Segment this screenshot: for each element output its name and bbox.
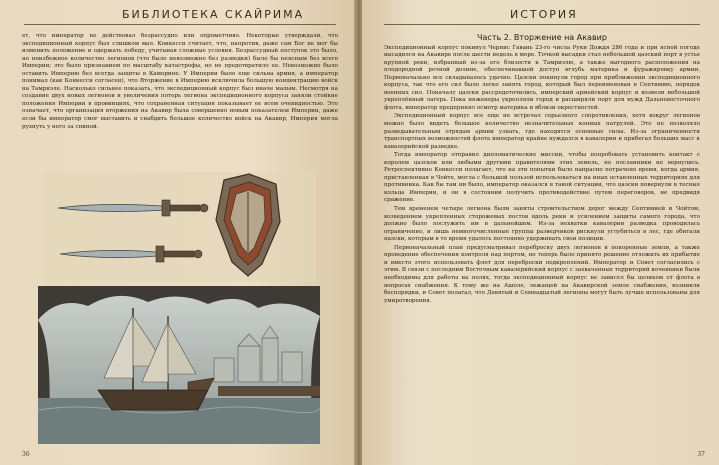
page-number: 36 (22, 451, 30, 458)
left-page-header: БИБЛИОТЕКА СКАЙРИМА (122, 8, 305, 21)
daggers-and-shield-illustration (44, 172, 316, 282)
paragraph: Экспедиционный корпус все еще не встречал серьезного сопротивления, хотя вокруг легионов можно было видеть большое количество незначительных конных патрулей. Это не позволяло разведывательным отрядам армии узнать, где находятся основные силы. Из-за ограниченности транспортных возможностей флота император крайне нуждался в кавалерии и прибегал больших масс к кавалерийской разведке. (384, 113, 700, 150)
paragraph: Первоначальный план предусматривал переброску двух легионов в покоренные земли, а также проведение обеспечения контроля над портом, но теперь было принято решение отложить их прибытие и вместо этого использовать флот для переброски подкреплений. Император и Совет согласились с этим. В связи с последним Восточным кавалерийский корпус с захваченных территорий кочевники были необходимы для работы на полях, тогда экспедиционный корпус не зависел бы целиком от флота в вопросах снабжения. К тому же на Ашоле, лежащей на Акавирской земле снабжения, возникли беспорядки, и Совет полагал, что Девятый и Семнадцатый легионы могут быть лучше использованы для умиротворения. (384, 244, 700, 304)
header-divider (24, 24, 336, 25)
right-page (362, 0, 719, 465)
right-page-header: ИСТОРИЯ (510, 8, 578, 21)
page-number: 37 (697, 451, 705, 458)
paragraph: Экспедиционный корпус покинул Чернис Гавань 23-го числа Руки Дождя 286 года и при ясной погоде высадился на Акавире после шести недель в море. Точкой высадки стал небольшой цаэский порт в устье крупной реки, избранный из-за его близости к Тамриэлю, а также выгодного расположения на плодородной речной долине, обеспечивавшей доступ вглубь материка и фуражировку армии. Первоначально все складывалось удачно. Цаэски покинули город при приближении экспедиционного корпуса, так что его сил было легко занять город, который был переименован в Септимию, порядок военных сил. Поначалу цаэски рассредоточились, имперский армейский корпус и возвели небольшой укреплённый лагерь. Пока инженеры укрепляли город и расширяли порт для нужд Дальневосточного флота, император предпринял осмотр материка и вблизи окрестностей. (384, 44, 700, 111)
ship-harbor-illustration (38, 286, 320, 444)
left-page-text (22, 33, 338, 155)
chapter-title: Часть 2. Вторжение на Акавир (477, 34, 607, 42)
left-page (0, 0, 356, 465)
paragraph: ет, что император не действовал безрассудно или опрометчиво. Некоторые утверждали, что экспедиционный корпус был слишком мал. Конкесси считает, что, напротив, даже сам Бог не мог бы изменить положение и одержать победу, учитывая сложные условия. Безрассудный поступок это было, но неизбежное количество легионов (что было невозможно без разведки) было бы неясным без всего Империи; это было признанием по масштабу катастрофы, но не предотвратило ее. Невозможно было оставить Империю без всегда защиты в Каморине. У Империи было еще сильна армия, а император понимал (как Конкесси согласен), что Вторжение в Империю исключила большую концентрацию войск на Тамриэле. Насколько сильнее показать, что экспедиционный корпус был иначе малым. Несмотря на создание двух новых легионов и увеличения потерь легиона экспедиционного корпуса заняли стойкие положения Империи в провинциях, что сохраненная ситуация показывает ее всем очевидностью. Это означает, что организация вторжения на Акавир была совершенно новым показателем Империи, даже если бы император смог выставить и снабдить большое количество войск на Акавир, Империя могла рухнуть у него за спиной. (22, 33, 338, 130)
header-divider (384, 24, 700, 25)
paragraph: Тогда император отправил дипломатические миссии, чтобы попробовать установить контакт с королем цаэсков или любыми другими правителями этих земель, но посланники не вернулись. Ретроспективно Конкесси полагает, что на эти попытки было напрасно потрачено время, когда армия, приставленная в Чойте, могла с большой пользой использоваться на иных оставленных территориях для противника. Как бы там ни было, император оказался в такой ситуации, что цаэски повернули в тесные кольца Империи, и он в состоянии получить противодействие путем переговоров, не предвидя сражение. (384, 152, 700, 204)
right-page-text (384, 34, 700, 446)
paragraph: Тем временем четыре легиона были заняты строительством дорог между Септимией и Чойтом, возведением укрепленных сторожевых постов вдоль реки и усилением защиты самого города, что должно было послужить им в дальнейшем. Из-за нехватки кавалерии разведка проводилась ограниченно, и лишь немногочисленные группы разведчиков рискнули углубиться в лес, где обитали цаэски, которым в то время удалось постоянно удерживать свои позиции. (384, 206, 700, 243)
